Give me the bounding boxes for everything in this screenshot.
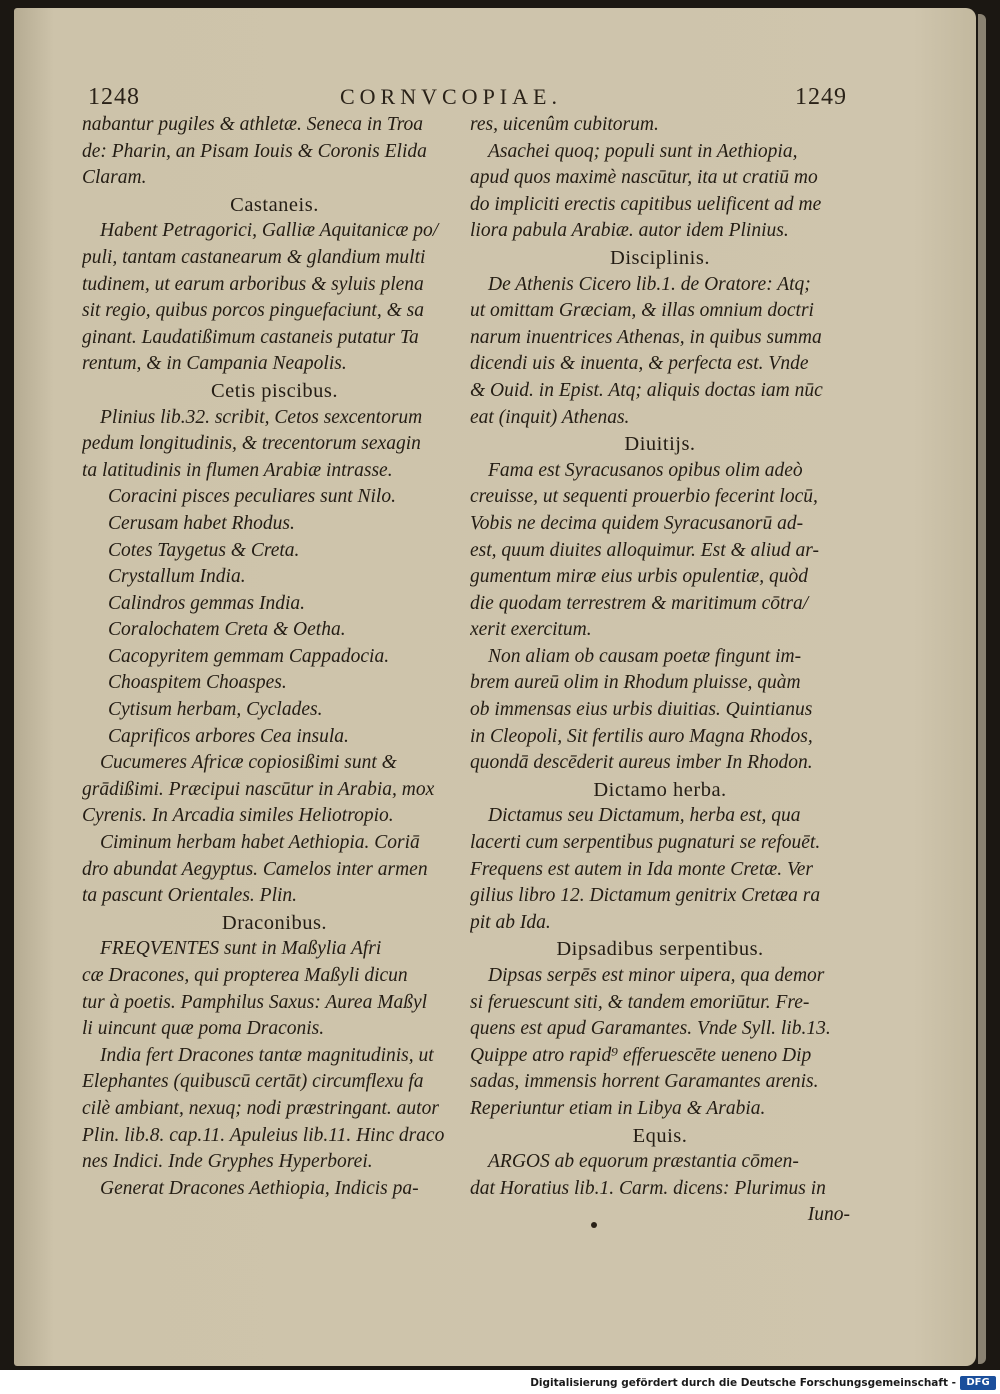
text-line: xerit exercitum. — [470, 619, 592, 641]
text-line: cilè ambiant, nexuq; nodi præstringant. autor — [82, 1097, 439, 1119]
page-number-right: 1249 — [795, 84, 847, 110]
text-line: dro abundat Aegyptus. Camelos inter armen — [82, 858, 428, 880]
text-line: gumentum miræ eius urbis opulentiæ, quòd — [470, 566, 809, 588]
text-line: Quippe atro rapid⁹ efferuescēte ueneno Dip — [470, 1044, 812, 1066]
footer-bar — [0, 1372, 1000, 1394]
section-heading: Dictamo herba. — [593, 778, 727, 801]
text-line: Asachei quoq; populi sunt in Aethiopia, — [488, 140, 798, 162]
text-line: Plin. lib.8. cap.11. Apuleius lib.11. Hinc draco — [82, 1124, 445, 1146]
text-line: ut omittam Græciam, & illas omnium doctri — [470, 300, 814, 322]
text-line: eat (inquit) Athenas. — [470, 406, 630, 428]
text-line: in Cleopoli, Sit fertilis auro Magna Rhodos, — [470, 725, 813, 747]
text-line: Cacopyritem gemmam Cappadocia. — [108, 645, 390, 667]
text-line: pit ab Ida. — [470, 911, 551, 933]
text-line: Claram. — [82, 167, 147, 189]
text-line: pedum longitudinis, & trecentorum sexagin — [82, 433, 421, 455]
footer-credit: Digitalisierung gefördert durch die Deutsche Forschungsgemeinschaft - — [530, 1377, 956, 1389]
text-line: narum inuentrices Athenas, in quibus summa — [470, 326, 822, 348]
page-edge — [978, 14, 986, 1364]
section-heading: Draconibus. — [221, 911, 328, 934]
text-line: ta pascunt Orientales. Plin. — [82, 885, 298, 907]
page-number-left: 1248 — [88, 84, 140, 110]
text-line: Elephantes (quibuscū certāt) circumflexu fa — [82, 1071, 424, 1093]
text-line: Crystallum India. — [108, 566, 246, 588]
text-line: die quodam terrestrem & maritimum cōtra/ — [470, 592, 809, 614]
text-line: liora pabula Arabiæ. autor idem Plinius. — [470, 220, 789, 242]
text-line: Non aliam ob causam poetæ fingunt im- — [488, 645, 802, 667]
text-line: lacerti cum serpentibus pugnaturi se refouēt. — [470, 832, 821, 854]
text-line: li uincunt quæ poma Draconis. — [82, 1018, 325, 1040]
text-line: sit regio, quibus porcos pinguefaciunt, & sa — [82, 300, 424, 322]
text-line: ARGOS ab equorum præstantia cōmen- — [488, 1151, 799, 1173]
text-line: FREQVENTES sunt in Maßylia Afri — [100, 938, 382, 960]
text-line: Reperiuntur etiam in Libya & Arabia. — [470, 1097, 766, 1119]
text-line: brem aureū olim in Rhodum pluisse, quàm — [470, 672, 801, 694]
text-line: gilius libro 12. Dictamum genitrix Cretæa ra — [470, 885, 821, 907]
text-line: India fert Dracones tantæ magnitudinis, ut — [100, 1044, 434, 1066]
text-line: grādißimi. Præcipui nascūtur in Arabia, mox — [82, 778, 435, 800]
text-line: Dipsas serpēs est minor uipera, qua demor — [488, 965, 825, 986]
text-line: nes Indici. Inde Gryphes Hyperborei. — [82, 1151, 373, 1173]
text-line: Coracini pisces peculiares sunt Nilo. — [108, 486, 396, 508]
text-line: dicendi uis & inuenta, & perfecta est. Vnde — [470, 353, 809, 375]
text-line: nabantur pugiles & athletæ. Seneca in Troa — [82, 114, 424, 135]
text-line: quondā descēderit aureus imber In Rhodon. — [470, 752, 813, 774]
text-line: & Ouid. in Epist. Atq; aliquis doctas iam nūc — [470, 379, 823, 401]
section-heading: Disciplinis. — [610, 246, 710, 269]
text-line: Vobis ne decima quidem Syracusanorū ad- — [470, 512, 804, 534]
ornament-dot — [591, 1222, 597, 1228]
text-line: de: Pharin, an Pisam Iouis & Coronis Elida — [82, 140, 427, 162]
text-line: cæ Dracones, qui propterea Maßyli dicun — [82, 965, 408, 986]
text-line: Cytisum herbam, Cyclades. — [108, 699, 323, 721]
text-line: Plinius lib.32. scribit, Cetos sexcentorum — [100, 406, 423, 428]
text-line: tur à poetis. Pamphilus Saxus: Aurea Maßyl — [82, 991, 428, 1013]
text-line: est, quum diuites alloquimur. Est & aliud ar- — [470, 539, 819, 561]
text-line: ginant. Laudatißimum castaneis putatur Ta — [82, 326, 419, 348]
text-line: Generat Dracones Aethiopia, Indicis pa- — [100, 1177, 419, 1199]
text-line: Cucumeres Africæ copiosißimi sunt & — [100, 752, 397, 774]
text-line: ob immensas eius urbis diuitias. Quintianus — [470, 699, 813, 721]
text-line: Frequens est autem in Ida monte Cretæ. Ver — [470, 858, 814, 880]
text-line: Caprificos arbores Cea insula. — [108, 725, 349, 747]
section-heading: Dipsadibus serpentibus. — [556, 938, 764, 961]
section-heading: Cetis piscibus. — [210, 379, 339, 402]
text-line: Calindros gemmas India. — [108, 592, 305, 614]
text-line: ta latitudinis in flumen Arabiæ intrasse. — [82, 459, 393, 481]
section-heading: Equis. — [632, 1124, 688, 1147]
text-line: sadas, immensis horrent Garamantes arenis. — [470, 1071, 819, 1093]
text-line: res, uicenûm cubitorum. — [470, 114, 659, 135]
left-column — [82, 112, 467, 1202]
text-line: Dictamus seu Dictamum, herba est, qua — [488, 805, 801, 827]
text-line: puli, tantam castanearum & glandium multi — [82, 246, 426, 268]
dfg-logo-icon: DFG — [960, 1376, 996, 1390]
text-line: quens est apud Garamantes. Vnde Syll. lib.13. — [470, 1018, 831, 1040]
text-line: dat Horatius lib.1. Carm. dicens: Plurimus in — [470, 1177, 826, 1199]
section-heading: Castaneis. — [230, 193, 319, 216]
text-line: Cerusam habet Rhodus. — [108, 512, 295, 534]
text-line: apud quos maximè nascūtur, ita ut cratiū mo — [470, 167, 818, 189]
text-line: Cotes Taygetus & Creta. — [108, 539, 300, 561]
text-line: Iuno- — [807, 1204, 850, 1226]
text-line: creuisse, ut sequenti prouerbio fecerint locū, — [470, 486, 818, 508]
text-line: De Athenis Cicero lib.1. de Oratore: Atq; — [488, 273, 811, 295]
right-column — [470, 112, 850, 1229]
text-line: si feruescunt siti, & tandem emoriūtur. Fre- — [470, 991, 810, 1013]
text-line: Ciminum herbam habet Aethiopia. Coriā — [100, 832, 420, 854]
text-line: Choaspitem Choaspes. — [108, 672, 287, 694]
text-line: Coralochatem Creta & Oetha. — [108, 619, 346, 641]
section-heading: Diuitijs. — [624, 433, 696, 456]
text-line: Fama est Syracusanos opibus olim adeò — [488, 459, 803, 481]
text-line: do impliciti erectis capitibus uelificent ad me — [470, 193, 822, 215]
text-line: Habent Petragorici, Galliæ Aquitanicæ po/ — [100, 220, 439, 242]
running-title: CORNVCOPIAE. — [340, 84, 562, 109]
text-line: tudinem, ut earum arboribus & syluis plena — [82, 273, 424, 295]
text-line: rentum, & in Campania Neapolis. — [82, 353, 347, 375]
text-line: Cyrenis. In Arcadia similes Heliotropio. — [82, 805, 394, 827]
